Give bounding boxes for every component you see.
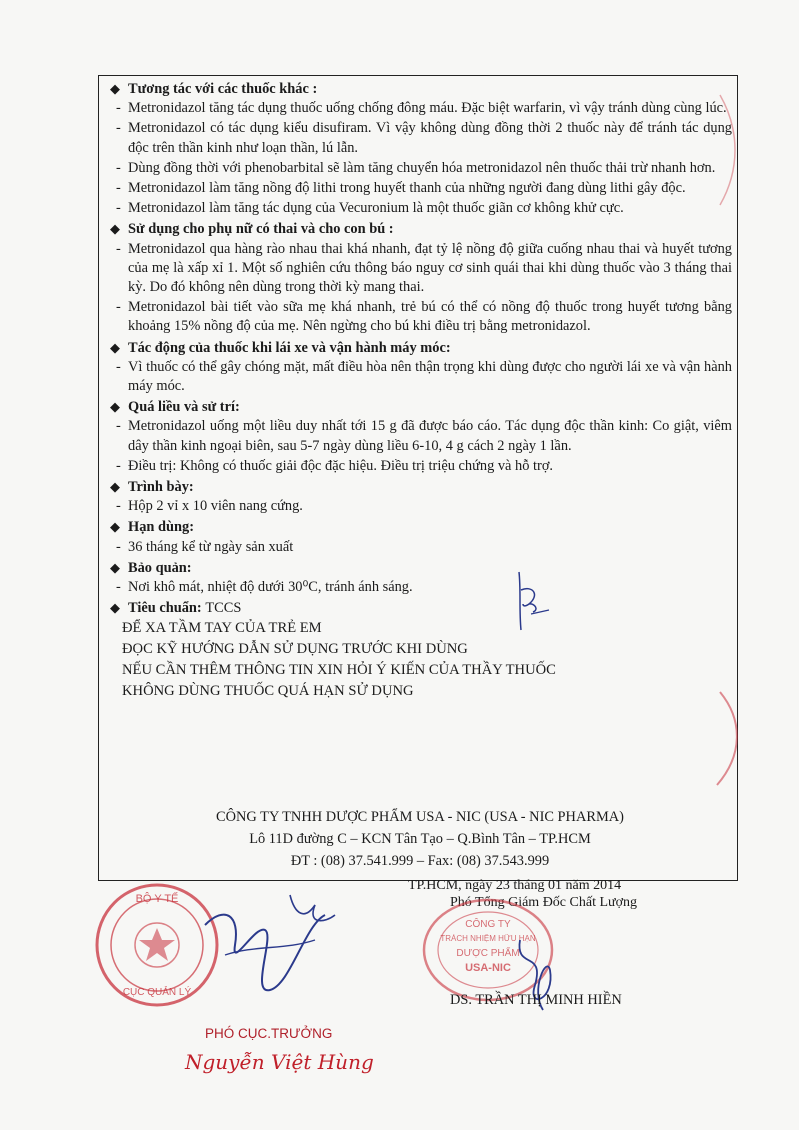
section — [110, 79, 732, 218]
list-item — [110, 159, 732, 178]
diamond-bullet-icon: ◆ — [110, 600, 120, 616]
section-heading — [110, 79, 732, 99]
list-item-text: Metronidazol làm tăng tác dụng của Vecuronium là một thuốc giãn cơ không khử cực. — [128, 200, 624, 217]
section-title: Bảo quản: — [128, 559, 192, 576]
list-item — [110, 417, 732, 455]
standard-value: TCCS — [205, 600, 242, 617]
dash-bullet-icon: - — [116, 498, 121, 515]
partial-stamp-icon — [695, 690, 745, 790]
dash-bullet-icon: - — [116, 299, 121, 316]
diamond-bullet-icon: ◆ — [110, 519, 120, 535]
dash-bullet-icon: - — [116, 180, 121, 197]
section — [110, 558, 732, 597]
seal-line: TRÁCH NHIỆM HỮU HẠN — [440, 934, 536, 943]
section — [110, 477, 732, 516]
list-item — [110, 538, 732, 557]
list-item-text: Vì thuốc có thể gây chóng mặt, mất điều hòa nên thận trọng khi dùng được cho người lái xe và vận hành máy móc. — [128, 358, 732, 395]
warning-line: ĐỌC KỸ HƯỚNG DẪN SỬ DỤNG TRƯỚC KHI DÙNG — [122, 641, 468, 658]
warning-line: ĐỂ XA TẦM TAY CỦA TRẺ EM — [122, 620, 322, 637]
seal-bottom-text: CỤC QUẢN LÝ — [122, 987, 192, 998]
section-heading — [110, 517, 732, 537]
list-item-text: Metronidazol uống một liều duy nhất tới 15 g đã được báo cáo. Tác dụng độc thần kinh: Co giật, viêm dây thần kinh ngoại biên, sau 5-7 ngày dùng liều 6-10, 4 g cách 2 ngày 1 lần. — [128, 418, 732, 454]
dash-bullet-icon: - — [116, 358, 121, 375]
seal-top-text: BỘ Y TẾ — [135, 893, 179, 905]
signoff-date: TP.HCM, ngày 23 tháng 01 năm 2014 — [408, 878, 622, 893]
dash-bullet-icon: - — [116, 579, 121, 596]
deputy-director-title: PHÓ CỤC.TRƯỞNG — [205, 1026, 333, 1041]
diamond-bullet-icon: ◆ — [110, 559, 120, 575]
list-item-text: Nơi khô mát, nhiệt độ dưới 30⁰C, tránh ánh sáng. — [128, 579, 413, 596]
warning-line: NẾU CẦN THÊM THÔNG TIN XIN HỎI Ý KIẾN CỦA THẦY THUỐC — [122, 662, 556, 679]
company-name: CÔNG TY TNHH DƯỢC PHẨM USA - NIC (USA - NIC PHARMA) — [216, 809, 624, 825]
diamond-bullet-icon: ◆ — [110, 221, 120, 237]
dash-bullet-icon: - — [116, 120, 121, 137]
list-item-text: Dùng đồng thời với phenobarbital sẽ làm tăng chuyển hóa metronidazol nên thuốc thải trừ nhanh hơn. — [128, 159, 716, 176]
section-title: Quá liều và sử trí: — [128, 399, 240, 416]
diamond-bullet-icon: ◆ — [110, 399, 120, 415]
dash-bullet-icon: - — [116, 418, 121, 435]
initial-mark-icon — [505, 570, 555, 635]
list-item — [110, 358, 732, 396]
list-item — [110, 497, 732, 516]
dash-bullet-icon: - — [116, 457, 121, 474]
list-item — [110, 199, 732, 218]
list-item-text: Metronidazol tăng tác dụng thuốc uống chống đông máu. Đặc biệt warfarin, vì vậy tránh dùng cùng lúc. — [128, 100, 727, 117]
signoff-position: Phó Tổng Giám Đốc Chất Lượng — [450, 895, 637, 910]
company-info — [100, 806, 740, 872]
deputy-director-signature: Nguyễn Việt Hùng — [185, 1050, 374, 1074]
seal-line: DƯỢC PHẨM — [456, 948, 520, 959]
diamond-bullet-icon: ◆ — [110, 479, 120, 495]
section-heading — [110, 219, 732, 239]
company-address: Lô 11D đường C – KCN Tân Tạo – Q.Bình Tân – TP.HCM — [249, 831, 591, 847]
company-phone: ĐT : (08) 37.541.999 – Fax: (08) 37.543.999 — [290, 853, 550, 869]
section-title: Sử dụng cho phụ nữ có thai và cho con bú : — [128, 221, 394, 238]
list-item — [110, 119, 732, 157]
list-item-text: Metronidazol có tác dụng kiểu disufiram. Vì vậy không dùng đồng thời 2 thuốc này để tránh tác dụng độc trên thần kinh như loạn thần, lú lẫn. — [128, 120, 732, 156]
section-heading — [110, 477, 732, 497]
diamond-bullet-icon: ◆ — [110, 339, 120, 355]
dash-bullet-icon: - — [116, 200, 121, 217]
section-title: Trình bày: — [128, 479, 194, 496]
diamond-bullet-icon: ◆ — [110, 81, 120, 96]
signoff-name: DS. TRẦN THỊ MINH HIỀN — [450, 992, 622, 1008]
list-item-text: Điều trị: Không có thuốc giải độc đặc hiệu. Điều trị triệu chứng và hỗ trợ. — [128, 457, 554, 474]
warning-line: KHÔNG DÙNG THUỐC QUÁ HẠN SỬ DỤNG — [122, 683, 414, 700]
section-title: Tác động của thuốc khi lái xe và vận hành máy móc: — [128, 339, 451, 356]
list-item — [110, 578, 732, 597]
section — [110, 517, 732, 556]
seal-line: CÔNG TY — [465, 919, 511, 930]
list-item-text: 36 tháng kể từ ngày sản xuất — [128, 538, 294, 555]
dash-bullet-icon: - — [116, 240, 121, 257]
section-heading — [110, 397, 732, 417]
standard-label: Tiêu chuẩn: — [128, 600, 202, 617]
list-item — [110, 240, 732, 298]
section-title: Tương tác với các thuốc khác : — [128, 81, 318, 97]
document-body — [110, 78, 732, 702]
dash-bullet-icon: - — [116, 159, 121, 176]
dash-bullet-icon: - — [116, 100, 121, 117]
list-item — [110, 179, 732, 198]
list-item — [110, 99, 732, 118]
list-item — [110, 457, 732, 476]
section-standard — [110, 598, 732, 618]
section-heading — [110, 558, 732, 578]
section — [110, 219, 732, 336]
section — [110, 397, 732, 476]
handwritten-signature-icon — [195, 885, 345, 1025]
list-item — [110, 298, 732, 336]
list-item-text: Metronidazol bài tiết vào sữa mẹ khá nhanh, trẻ bú có thể có nồng độ thuốc trong huyết tương bằng khoảng 15% nồng độ của mẹ. Nên ngừng cho bú khi điều trị bằng metronidazol. — [128, 299, 732, 335]
warning-block — [110, 618, 732, 702]
partial-stamp-icon — [700, 90, 740, 210]
section-list — [110, 79, 732, 597]
section-heading — [110, 338, 732, 358]
section-title: Hạn dùng: — [128, 519, 194, 536]
seal-line: USA-NIC — [465, 962, 511, 974]
list-item-text: Metronidazol làm tăng nồng độ lithi trong huyết thanh của những người đang dùng lithi gây độc. — [128, 180, 686, 197]
dash-bullet-icon: - — [116, 538, 121, 555]
list-item-text: Hộp 2 vỉ x 10 viên nang cứng. — [128, 498, 303, 515]
list-item-text: Metronidazol qua hàng rào nhau thai khá nhanh, đạt tỷ lệ nồng độ giữa cuống nhau thai và huyết tương của mẹ là xấp xỉ 1. Một số nghiên cứu thông báo nguy cơ sinh quái thai khi dùng thuốc vào 3 tháng thai kỳ. Do đó không nên dùng trong thời kỳ mang thai. — [128, 240, 732, 296]
section — [110, 338, 732, 397]
